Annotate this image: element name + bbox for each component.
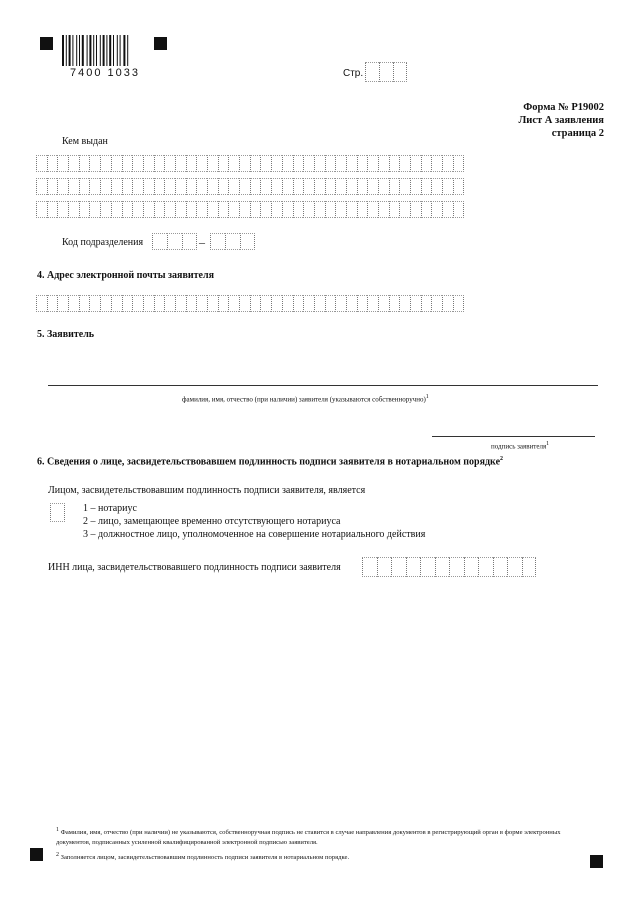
input-cell[interactable]: [365, 62, 379, 82]
input-cell[interactable]: [250, 201, 261, 218]
input-cell[interactable]: [293, 201, 304, 218]
input-cell[interactable]: [431, 201, 442, 218]
input-cell[interactable]: [393, 62, 407, 82]
input-cell[interactable]: [478, 557, 493, 577]
input-cell[interactable]: [260, 178, 271, 195]
input-cell[interactable]: [389, 178, 400, 195]
input-cell[interactable]: [79, 201, 90, 218]
input-cell[interactable]: [57, 155, 68, 172]
section-5-title: 5. Заявитель: [37, 329, 95, 340]
input-cell[interactable]: [47, 295, 58, 312]
input-cell[interactable]: [164, 201, 175, 218]
input-cell[interactable]: [314, 295, 325, 312]
footnote-1-text: Фамилия, имя, отчество (при наличии) не указываются, собственноручная подпись не ставится в случае направления документов в регистрирующий орган в форме электронных документов, подписанных усиленной квалифицированной электронной подписью заявителя.: [56, 829, 561, 846]
input-cell[interactable]: [282, 295, 293, 312]
input-cell[interactable]: [186, 201, 197, 218]
registration-marker-top-right: [154, 37, 167, 50]
page-number-cells[interactable]: [365, 62, 407, 82]
form-title-block: [518, 101, 604, 140]
input-cell[interactable]: [122, 178, 133, 195]
input-cell[interactable]: [335, 178, 346, 195]
input-cell[interactable]: [154, 295, 165, 312]
input-cell[interactable]: [303, 178, 314, 195]
certifier-inn-cells[interactable]: [362, 557, 536, 577]
input-cell[interactable]: [293, 178, 304, 195]
input-cell[interactable]: [389, 155, 400, 172]
input-cell[interactable]: [453, 155, 464, 172]
input-cell[interactable]: [293, 155, 304, 172]
input-cell[interactable]: [325, 295, 336, 312]
input-cell[interactable]: [442, 155, 453, 172]
input-cell[interactable]: [379, 62, 393, 82]
input-cell[interactable]: [293, 295, 304, 312]
input-cell[interactable]: [282, 178, 293, 195]
input-cell[interactable]: [362, 557, 377, 577]
form-number: Форма № Р19002: [523, 102, 604, 113]
input-cell[interactable]: [132, 155, 143, 172]
email-cells[interactable]: [36, 295, 464, 312]
input-cell[interactable]: [79, 155, 90, 172]
input-cell[interactable]: [218, 155, 229, 172]
input-cell[interactable]: [89, 295, 100, 312]
issued-by-row-1[interactable]: [36, 155, 464, 172]
input-cell[interactable]: [367, 178, 378, 195]
input-cell[interactable]: [399, 155, 410, 172]
input-cell[interactable]: [389, 295, 400, 312]
input-cell[interactable]: [122, 201, 133, 218]
input-cell[interactable]: [175, 155, 186, 172]
input-cell[interactable]: [79, 178, 90, 195]
input-cell[interactable]: [228, 178, 239, 195]
sheet-page: страница 2: [551, 128, 604, 139]
input-cell[interactable]: [47, 178, 58, 195]
input-cell[interactable]: [207, 201, 218, 218]
issued-by-row-3[interactable]: [36, 201, 464, 218]
input-cell[interactable]: [132, 178, 143, 195]
input-cell[interactable]: [453, 295, 464, 312]
input-cell[interactable]: [100, 178, 111, 195]
input-cell[interactable]: [164, 155, 175, 172]
input-cell[interactable]: [164, 295, 175, 312]
input-cell[interactable]: [271, 155, 282, 172]
input-cell[interactable]: [378, 178, 389, 195]
footnote-ref-2: 2: [500, 456, 504, 462]
input-cell[interactable]: [182, 233, 197, 250]
input-cell[interactable]: [132, 295, 143, 312]
input-cell[interactable]: [36, 201, 47, 218]
input-cell[interactable]: [47, 155, 58, 172]
footnote-2-text: Заполняется лицом, засвидетельствовавшим подлинность подписи заявителя в нотариальном порядке.: [60, 854, 350, 862]
input-cell[interactable]: [377, 557, 392, 577]
input-cell[interactable]: [218, 295, 229, 312]
certifier-option-1: 1 – нотариус: [83, 503, 137, 514]
input-cell[interactable]: [303, 295, 314, 312]
input-cell[interactable]: [164, 178, 175, 195]
certifier-type-question: Лицом, засвидетельствовавшим подлинность подписи заявителя, является: [48, 485, 366, 496]
input-cell[interactable]: [36, 155, 47, 172]
input-cell[interactable]: [240, 233, 255, 250]
input-cell[interactable]: [36, 178, 47, 195]
input-cell[interactable]: [410, 201, 421, 218]
footnote-1-mark: 1: [56, 827, 59, 833]
input-cell[interactable]: [335, 295, 346, 312]
input-cell[interactable]: [346, 155, 357, 172]
input-cell[interactable]: [111, 178, 122, 195]
subdivision-code-part-1[interactable]: [152, 233, 197, 250]
input-cell[interactable]: [442, 201, 453, 218]
input-cell[interactable]: [420, 557, 435, 577]
input-cell[interactable]: [100, 155, 111, 172]
input-cell[interactable]: [218, 201, 229, 218]
input-cell[interactable]: [507, 557, 522, 577]
input-cell[interactable]: [282, 155, 293, 172]
registration-marker-top-left: [40, 37, 53, 50]
input-cell[interactable]: [50, 503, 65, 522]
input-cell[interactable]: [431, 155, 442, 172]
input-cell[interactable]: [453, 178, 464, 195]
issued-by-row-2[interactable]: [36, 178, 464, 195]
input-cell[interactable]: [314, 178, 325, 195]
input-cell[interactable]: [228, 155, 239, 172]
input-cell[interactable]: [260, 201, 271, 218]
input-cell[interactable]: [250, 178, 261, 195]
input-cell[interactable]: [335, 201, 346, 218]
input-cell[interactable]: [154, 201, 165, 218]
input-cell[interactable]: [79, 295, 90, 312]
input-cell[interactable]: [389, 201, 400, 218]
input-cell[interactable]: [239, 178, 250, 195]
input-cell[interactable]: [207, 295, 218, 312]
input-cell[interactable]: [435, 557, 450, 577]
input-cell[interactable]: [325, 201, 336, 218]
input-cell[interactable]: [152, 233, 167, 250]
input-cell[interactable]: [132, 201, 143, 218]
input-cell[interactable]: [314, 201, 325, 218]
input-cell[interactable]: [239, 295, 250, 312]
input-cell[interactable]: [239, 155, 250, 172]
input-cell[interactable]: [325, 155, 336, 172]
input-cell[interactable]: [218, 178, 229, 195]
input-cell[interactable]: [89, 178, 100, 195]
input-cell[interactable]: [421, 155, 432, 172]
input-cell[interactable]: [143, 295, 154, 312]
input-cell[interactable]: [410, 295, 421, 312]
certifier-option-3: 3 – должностное лицо, уполномоченное на совершение нотариального действия: [83, 529, 426, 540]
certifier-option-2: 2 – лицо, замещающее временно отсутствующего нотариуса: [83, 516, 341, 527]
input-cell[interactable]: [335, 155, 346, 172]
input-cell[interactable]: [410, 178, 421, 195]
input-cell[interactable]: [111, 155, 122, 172]
input-cell[interactable]: [100, 295, 111, 312]
input-cell[interactable]: [186, 178, 197, 195]
input-cell[interactable]: [225, 233, 240, 250]
section-6-title: 6. Сведения о лице, засвидетельствовавшем подлинность подписи заявителя в нотариальном порядке$^2$: [37, 456, 504, 468]
input-cell[interactable]: [367, 201, 378, 218]
input-cell[interactable]: [399, 295, 410, 312]
certifier-inn-label: ИНН лица, засвидетельствовавшего подлинность подписи заявителя: [48, 562, 341, 573]
input-cell[interactable]: [143, 201, 154, 218]
input-cell[interactable]: [68, 155, 79, 172]
applicant-name-caption: фамилия, имя, отчество (при наличии) заявителя (указываются собственноручно)$^1$: [182, 394, 429, 404]
input-cell[interactable]: [175, 201, 186, 218]
input-cell[interactable]: [357, 201, 368, 218]
subdivision-code-dash: –: [199, 235, 205, 249]
input-cell[interactable]: [357, 295, 368, 312]
footnote-1: [56, 826, 596, 847]
input-cell[interactable]: [431, 178, 442, 195]
input-cell[interactable]: [89, 201, 100, 218]
input-cell[interactable]: [175, 178, 186, 195]
input-cell[interactable]: [210, 233, 225, 250]
certifier-type-cell[interactable]: [50, 503, 65, 522]
input-cell[interactable]: [143, 178, 154, 195]
sheet-label: Лист А заявления: [518, 115, 604, 126]
page-number-label: Стр.: [343, 68, 364, 79]
input-cell[interactable]: [250, 155, 261, 172]
input-cell[interactable]: [122, 295, 133, 312]
input-cell[interactable]: [154, 155, 165, 172]
input-cell[interactable]: [196, 295, 207, 312]
input-cell[interactable]: [346, 295, 357, 312]
input-cell[interactable]: [346, 178, 357, 195]
subdivision-code-part-2[interactable]: [210, 233, 255, 250]
input-cell[interactable]: [391, 557, 406, 577]
input-cell[interactable]: [493, 557, 508, 577]
input-cell[interactable]: [100, 201, 111, 218]
input-cell[interactable]: [228, 201, 239, 218]
input-cell[interactable]: [367, 155, 378, 172]
input-cell[interactable]: [271, 178, 282, 195]
input-cell[interactable]: [186, 155, 197, 172]
input-cell[interactable]: [421, 295, 432, 312]
input-cell[interactable]: [207, 155, 218, 172]
input-cell[interactable]: [314, 155, 325, 172]
barcode-image: [62, 35, 142, 66]
input-cell[interactable]: [522, 557, 537, 577]
input-cell[interactable]: [47, 201, 58, 218]
footnote-ref-1: 1: [425, 394, 429, 400]
issued-by-label: Кем выдан: [62, 136, 108, 147]
input-cell[interactable]: [68, 178, 79, 195]
input-cell[interactable]: [357, 155, 368, 172]
input-cell[interactable]: [442, 295, 453, 312]
input-cell[interactable]: [154, 178, 165, 195]
applicant-signature-line[interactable]: [432, 436, 595, 437]
footnote-ref-1-signature: 1: [546, 441, 550, 447]
input-cell[interactable]: [378, 155, 389, 172]
input-cell[interactable]: [186, 295, 197, 312]
input-cell[interactable]: [271, 295, 282, 312]
input-cell[interactable]: [399, 178, 410, 195]
input-cell[interactable]: [68, 201, 79, 218]
input-cell[interactable]: [367, 295, 378, 312]
input-cell[interactable]: [57, 201, 68, 218]
section-4-title: 4. Адрес электронной почты заявителя: [37, 270, 214, 281]
input-cell[interactable]: [421, 201, 432, 218]
input-cell[interactable]: [196, 155, 207, 172]
input-cell[interactable]: [239, 201, 250, 218]
input-cell[interactable]: [250, 295, 261, 312]
input-cell[interactable]: [346, 201, 357, 218]
input-cell[interactable]: [228, 295, 239, 312]
input-cell[interactable]: [399, 201, 410, 218]
registration-marker-bottom-left: [30, 848, 43, 861]
input-cell[interactable]: [282, 201, 293, 218]
input-cell[interactable]: [453, 201, 464, 218]
input-cell[interactable]: [449, 557, 464, 577]
input-cell[interactable]: [89, 155, 100, 172]
input-cell[interactable]: [303, 201, 314, 218]
input-cell[interactable]: [406, 557, 421, 577]
applicant-name-line[interactable]: [48, 385, 598, 386]
input-cell[interactable]: [271, 201, 282, 218]
input-cell[interactable]: [260, 295, 271, 312]
input-cell[interactable]: [143, 155, 154, 172]
input-cell[interactable]: [196, 178, 207, 195]
input-cell[interactable]: [57, 295, 68, 312]
input-cell[interactable]: [111, 201, 122, 218]
input-cell[interactable]: [421, 178, 432, 195]
input-cell[interactable]: [325, 178, 336, 195]
input-cell[interactable]: [464, 557, 479, 577]
input-cell[interactable]: [196, 201, 207, 218]
input-cell[interactable]: [378, 295, 389, 312]
input-cell[interactable]: [122, 155, 133, 172]
input-cell[interactable]: [57, 178, 68, 195]
barcode-number: 7400 1033: [70, 67, 140, 79]
input-cell[interactable]: [442, 178, 453, 195]
input-cell[interactable]: [378, 201, 389, 218]
input-cell[interactable]: [68, 295, 79, 312]
footnote-2-mark: 2: [56, 852, 59, 858]
input-cell[interactable]: [410, 155, 421, 172]
input-cell[interactable]: [207, 178, 218, 195]
subdivision-code-label: Код подразделения: [62, 237, 144, 248]
input-cell[interactable]: [357, 178, 368, 195]
footnote-2: [56, 851, 596, 863]
input-cell[interactable]: [303, 155, 314, 172]
input-cell[interactable]: [260, 155, 271, 172]
input-cell[interactable]: [111, 295, 122, 312]
input-cell[interactable]: [167, 233, 182, 250]
applicant-signature-caption: подпись заявителя$^1$: [491, 441, 550, 451]
input-cell[interactable]: [175, 295, 186, 312]
input-cell[interactable]: [431, 295, 442, 312]
input-cell[interactable]: [36, 295, 47, 312]
